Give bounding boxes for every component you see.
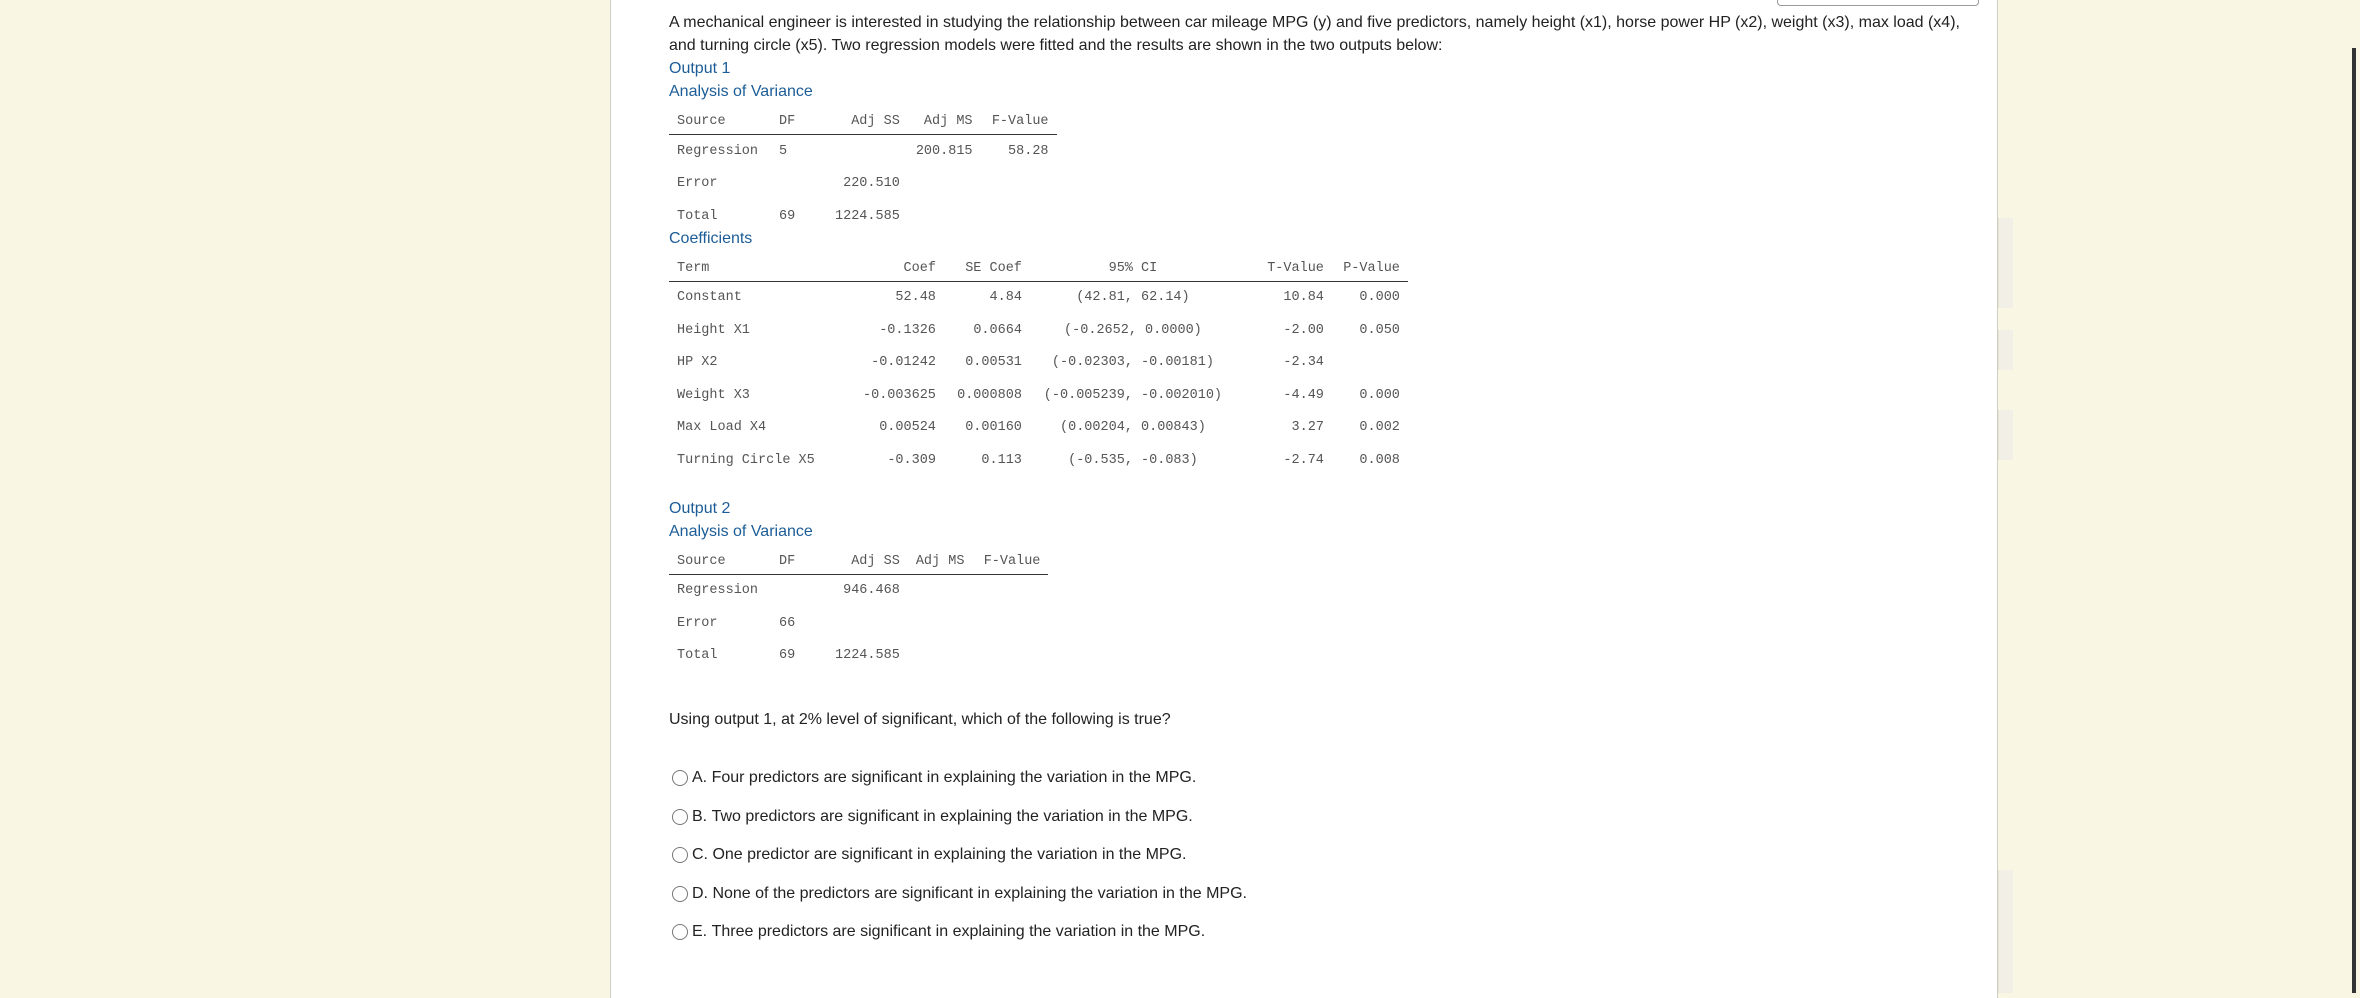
output2-anova-title: Analysis of Variance xyxy=(669,522,813,540)
cell: (-0.02303, -0.00181) xyxy=(1051,355,1214,371)
background-decoration xyxy=(1998,218,2013,308)
cell xyxy=(981,168,1057,201)
cell: 0.000808 xyxy=(957,387,1022,403)
cell: 1224.585 xyxy=(835,208,900,224)
cell: (42.81, 62.14) xyxy=(1076,290,1190,306)
cell: Max Load X4 xyxy=(677,420,767,436)
output1-anova-title: Analysis of Variance xyxy=(669,83,813,100)
radio-button[interactable] xyxy=(672,770,688,786)
cell: 58.28 xyxy=(1008,143,1049,159)
cell: Regression xyxy=(677,583,759,599)
coefficients-title: Coefficients xyxy=(669,229,753,247)
table-row xyxy=(669,135,1057,168)
col-term: Term xyxy=(669,258,855,282)
radio-button[interactable] xyxy=(672,924,688,940)
radio-button[interactable] xyxy=(672,847,688,863)
col-f-value: F-Value xyxy=(972,551,1048,575)
col-df: DF xyxy=(771,111,827,135)
cell: 0.0664 xyxy=(973,322,1022,338)
option-c[interactable] xyxy=(672,846,1186,864)
option-text: Two predictors are significant in explaining the variation in the MPG. xyxy=(711,808,1193,825)
cell xyxy=(1332,347,1408,380)
cell: 0.00531 xyxy=(965,355,1022,371)
output1-anova-table xyxy=(669,111,1057,233)
cell: -2.74 xyxy=(1283,452,1324,468)
col-coef: Coef xyxy=(855,258,944,282)
cell: 0.000 xyxy=(1359,290,1400,306)
cell: -0.003625 xyxy=(863,387,936,403)
cell: 0.000 xyxy=(1359,387,1400,403)
table-header-row xyxy=(669,551,1048,575)
col-ci: 95% CI xyxy=(1030,258,1236,282)
col-df: DF xyxy=(771,551,827,575)
table-row xyxy=(669,607,1048,640)
cell: 0.00524 xyxy=(879,420,936,436)
cell xyxy=(771,168,827,201)
option-letter: D. xyxy=(692,885,708,902)
question-content xyxy=(669,11,1969,940)
option-a[interactable] xyxy=(672,769,1196,787)
cell: Constant xyxy=(677,290,742,306)
cell: (-0.2652, 0.0000) xyxy=(1064,322,1202,338)
cell xyxy=(972,607,1048,640)
option-text: One predictor are significant in explaining the variation in the MPG. xyxy=(712,846,1187,863)
cell: 0.008 xyxy=(1359,452,1400,468)
background-decoration xyxy=(1998,410,2013,460)
table-header-row xyxy=(669,111,1057,135)
table-row xyxy=(669,574,1048,607)
cell xyxy=(827,135,908,168)
cell: 10.84 xyxy=(1283,290,1324,306)
cell xyxy=(827,607,908,640)
cell xyxy=(771,574,827,607)
cell: 0.002 xyxy=(1359,420,1400,436)
option-letter: B. xyxy=(692,808,708,825)
cell: -2.00 xyxy=(1283,322,1324,338)
cell: -0.01242 xyxy=(871,355,936,371)
cell: -4.49 xyxy=(1283,387,1324,403)
cell: 69 xyxy=(779,208,796,224)
cell: 200.815 xyxy=(915,143,973,159)
table-row xyxy=(669,379,1408,412)
scrollbar-thumb[interactable] xyxy=(2352,48,2356,993)
option-letter: E. xyxy=(692,923,708,940)
cell: 220.510 xyxy=(843,176,900,192)
table-header-row xyxy=(669,258,1408,282)
cell: 66 xyxy=(779,615,796,631)
col-source: Source xyxy=(669,111,771,135)
cell: Total xyxy=(677,208,718,224)
cell xyxy=(908,607,973,640)
cell: 69 xyxy=(779,648,796,664)
col-adj-ss: Adj SS xyxy=(827,111,908,135)
table-row xyxy=(669,347,1408,380)
col-source: Source xyxy=(669,551,771,575)
option-text: None of the predictors are significant in explaining the variation in the MPG. xyxy=(712,885,1247,902)
col-adj-ss: Adj SS xyxy=(827,551,908,575)
table-row xyxy=(669,444,1408,477)
option-text: Four predictors are significant in explaining the variation in the MPG. xyxy=(711,769,1197,786)
cell: 52.48 xyxy=(895,290,936,306)
background-decoration xyxy=(1998,330,2013,370)
cell: 0.00160 xyxy=(965,420,1022,436)
output2-anova-table xyxy=(669,551,1048,673)
cell: -0.1326 xyxy=(879,322,936,338)
question-prompt: Using output 1, at 2% level of significant, which of the following is true? xyxy=(669,711,1171,728)
output1-title: Output 1 xyxy=(669,60,731,77)
col-t-value: T-Value xyxy=(1236,258,1332,282)
option-d[interactable] xyxy=(672,885,1247,903)
cell xyxy=(972,640,1048,673)
cell: 0.113 xyxy=(981,452,1022,468)
cell: 946.468 xyxy=(843,583,900,599)
cell: Weight X3 xyxy=(677,387,750,403)
table-row xyxy=(669,314,1408,347)
option-text: Three predictors are significant in explaining the variation in the MPG. xyxy=(711,923,1206,940)
col-adj-ms: Adj MS xyxy=(908,551,973,575)
option-e[interactable] xyxy=(672,923,1205,941)
cell: Error xyxy=(677,615,718,631)
cell: Turning Circle X5 xyxy=(677,452,815,468)
col-adj-ms: Adj MS xyxy=(908,111,981,135)
col-se-coef: SE Coef xyxy=(944,258,1030,282)
cell xyxy=(908,168,981,201)
option-b[interactable] xyxy=(672,808,1193,826)
cell: Height X1 xyxy=(677,322,750,338)
col-f-value: F-Value xyxy=(981,111,1057,135)
cell: 3.27 xyxy=(1291,420,1324,436)
option-letter: A. xyxy=(692,769,708,786)
coefficients-table xyxy=(669,258,1408,477)
cell: 1224.585 xyxy=(835,648,900,664)
cell xyxy=(908,640,973,673)
table-row xyxy=(669,168,1057,201)
background-decoration xyxy=(1998,870,2013,993)
cell xyxy=(972,574,1048,607)
cell: Error xyxy=(677,176,718,192)
cell: HP X2 xyxy=(677,355,718,371)
problem-statement: A mechanical engineer is interested in studying the relationship between car mileage MPG (y) and five predictors, namely height (x1), horse power HP (x2), weight (x3), max load (x4), and turning circle (x5). Two regression models were fitted and the results are shown in the two outputs below: xyxy=(669,14,1960,54)
radio-button[interactable] xyxy=(672,809,688,825)
cell: 0.050 xyxy=(1359,322,1400,338)
cell: 4.84 xyxy=(989,290,1022,306)
radio-button[interactable] xyxy=(672,886,688,902)
cell xyxy=(908,574,973,607)
cell: 5 xyxy=(779,143,788,159)
toolbar-tab[interactable] xyxy=(1777,0,1979,6)
cell: (-0.005239, -0.002010) xyxy=(1043,387,1223,403)
option-letter: C. xyxy=(692,846,708,863)
cell: -2.34 xyxy=(1283,355,1324,371)
cell: (-0.535, -0.083) xyxy=(1068,452,1198,468)
cell: Total xyxy=(677,648,718,664)
scrollbar[interactable] xyxy=(2340,0,2360,993)
col-p-value: P-Value xyxy=(1332,258,1408,282)
table-row xyxy=(669,412,1408,445)
cell: (0.00204, 0.00843) xyxy=(1060,420,1206,436)
table-row xyxy=(669,640,1048,673)
output2-title: Output 2 xyxy=(669,499,731,517)
table-row xyxy=(669,281,1408,314)
cell: Regression xyxy=(677,143,759,159)
cell: -0.309 xyxy=(887,452,936,468)
